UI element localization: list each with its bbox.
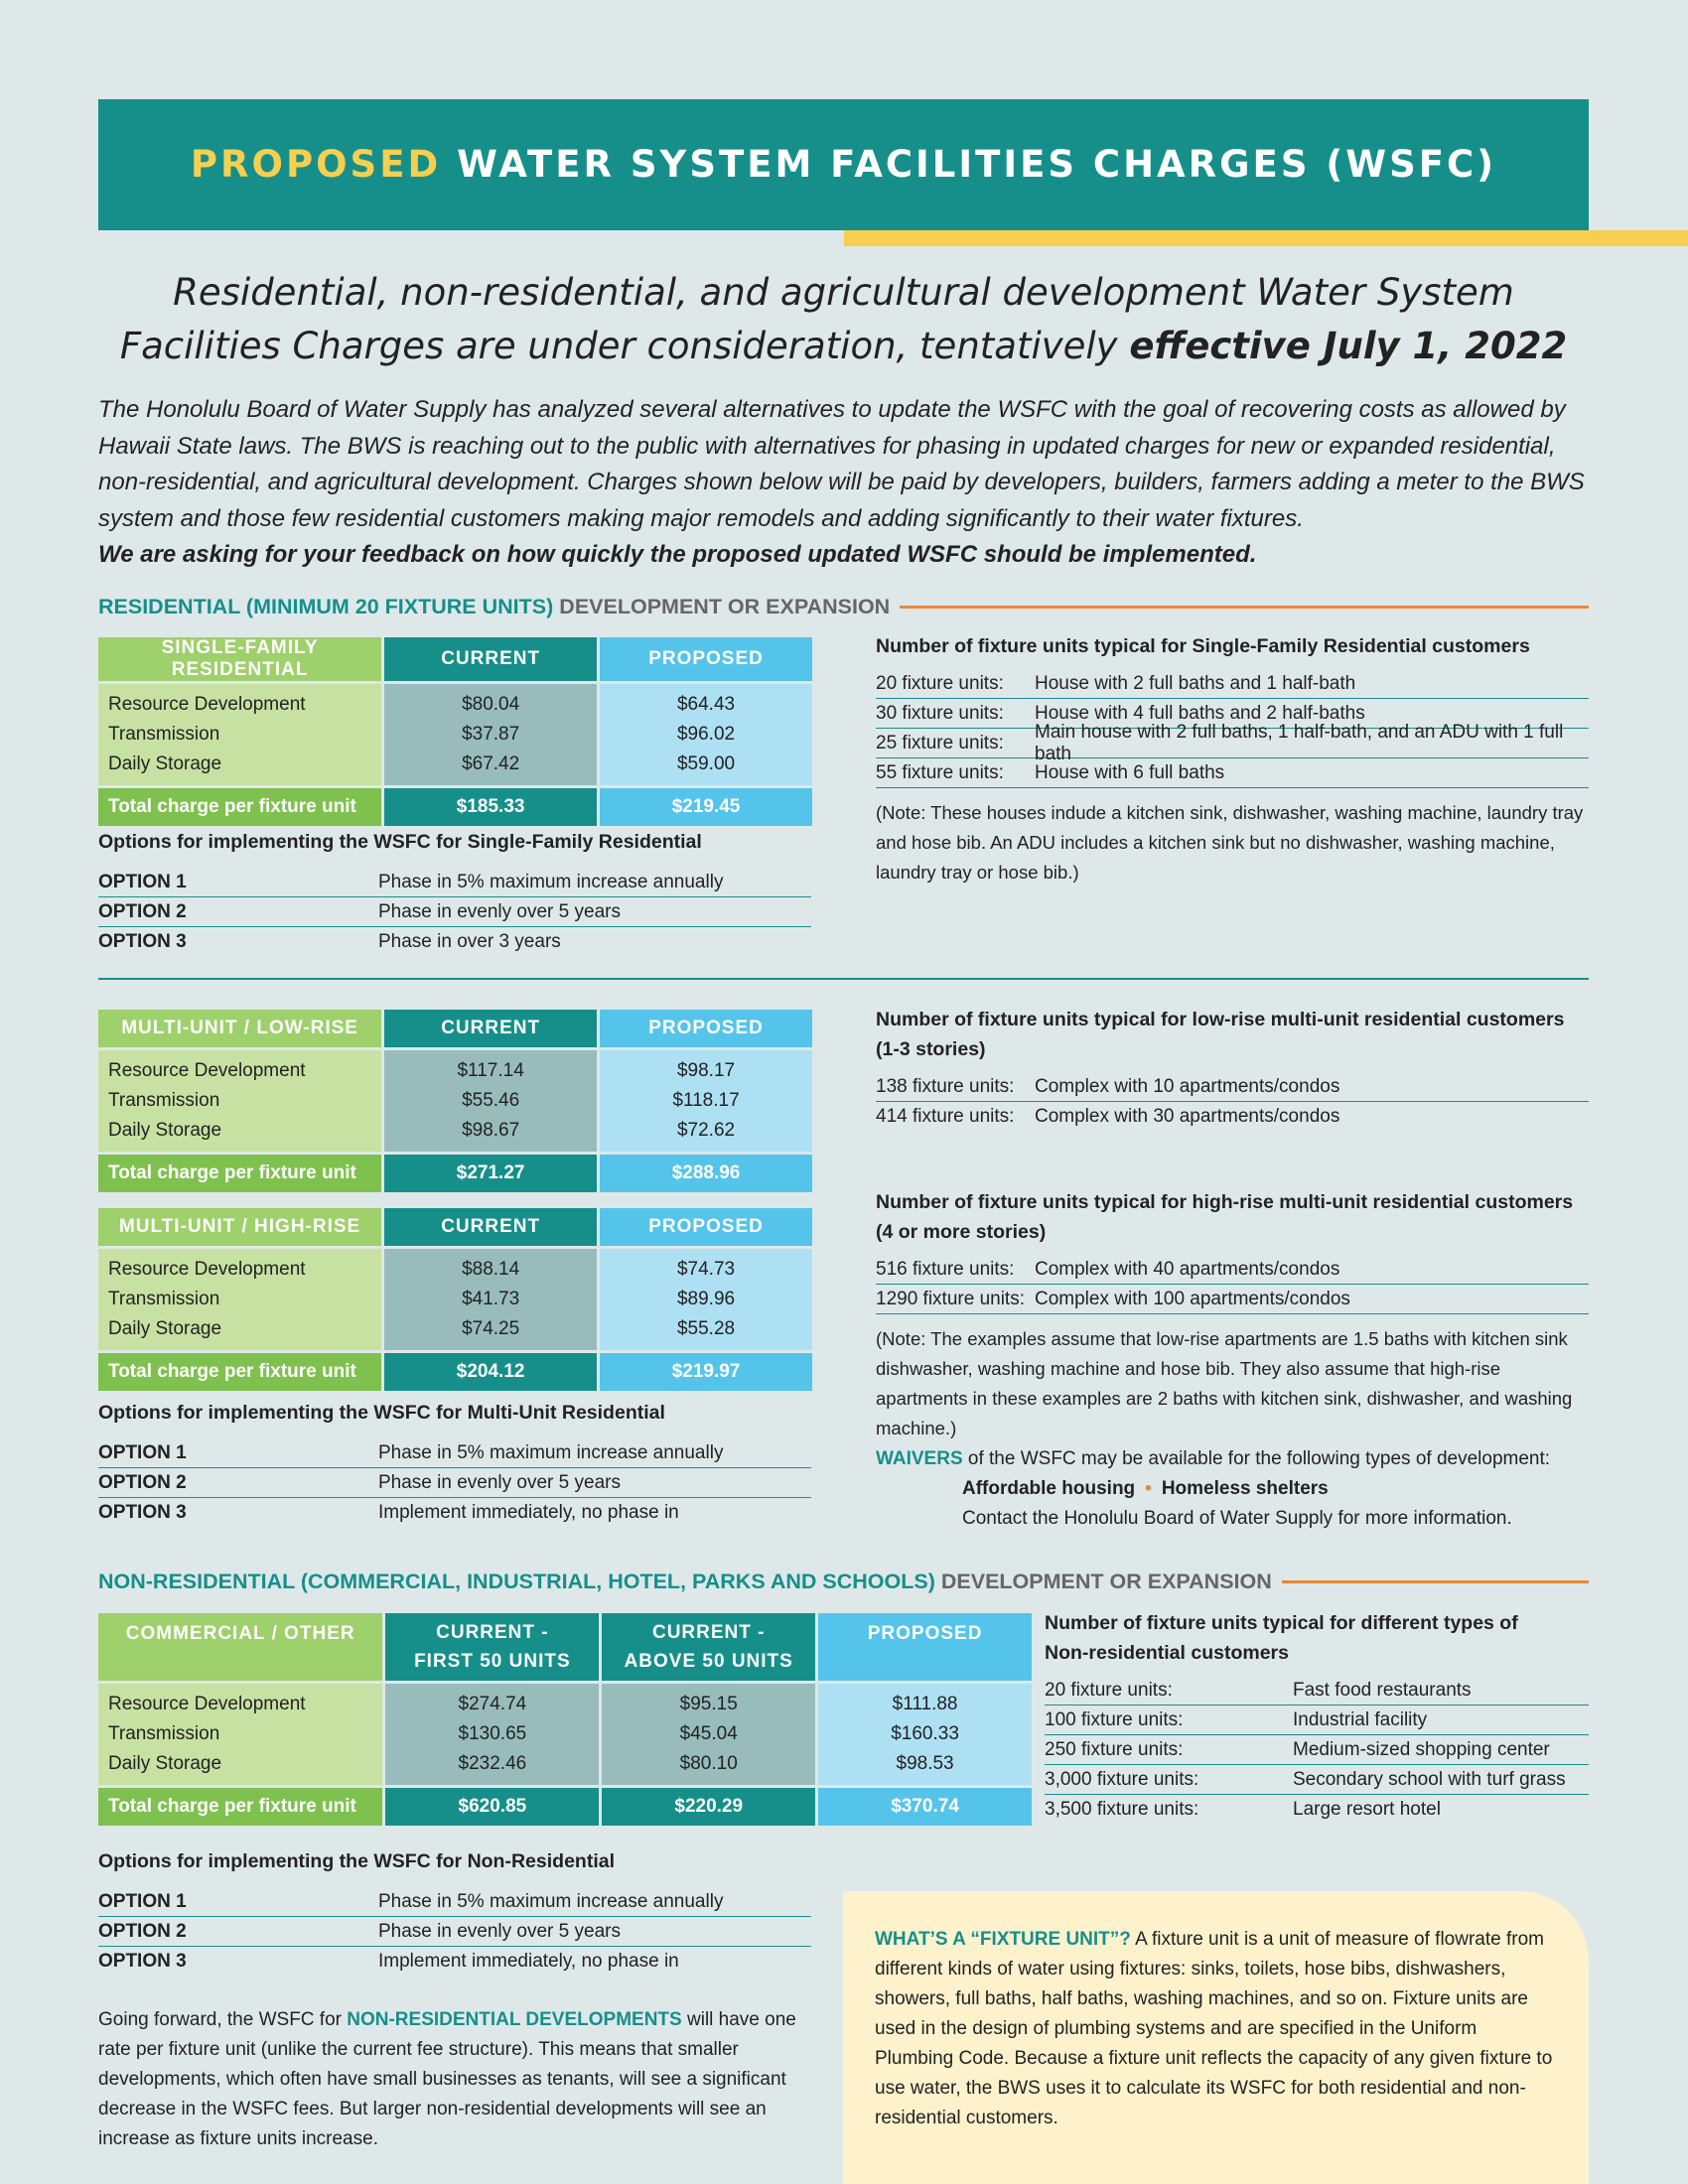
table-body-row [98, 1249, 812, 1350]
fixtures-title: Number of fixture units typical for Single-Family Residential customers [876, 635, 1530, 657]
waiver-item: Affordable housing [962, 1478, 1136, 1499]
fixture-desc: Large resort hotel [1293, 1799, 1441, 1820]
option-key: OPTION 3 [98, 1502, 187, 1523]
nonresidential-header-teal: NON-RESIDENTIAL (COMMERCIAL, INDUSTRIAL, HOTEL, PARKS AND SCHOOLS) [98, 1569, 935, 1593]
current-value: $130.65 [458, 1723, 527, 1744]
nonresidential-fixtures [1045, 1608, 1589, 1825]
nonresidential-options [98, 1850, 811, 1977]
current-values [384, 1249, 597, 1350]
total-current-first: $620.85 [385, 1788, 599, 1826]
title-highlight: PROPOSED [190, 143, 442, 186]
col-category: MULTI-UNIT / LOW-RISE [98, 1010, 381, 1047]
option-value: Phase in evenly over 5 years [378, 900, 621, 922]
row-label: Daily Storage [108, 1120, 222, 1141]
fixture-desc: Main house with 2 full baths, 1 half-bath, and an ADU with 1 full bath [1035, 721, 1564, 764]
option-value: Phase in 5% maximum increase annually [378, 871, 724, 892]
fixture-count: 138 fixture units: [876, 1075, 1015, 1097]
headline [98, 266, 1589, 373]
col-header-line: FIRST 50 UNITS [414, 1651, 571, 1672]
table-header-row [98, 1010, 812, 1047]
fixture-count: 516 fixture units: [876, 1258, 1015, 1280]
fixture-row [1045, 1795, 1589, 1825]
fixtures-title-line: Number of fixture units typical for low-rise multi-unit residential customers [876, 1009, 1565, 1030]
fixture-desc: Complex with 30 apartments/condos [1035, 1106, 1340, 1127]
current-value: $41.73 [462, 1289, 520, 1309]
fixture-desc: Industrial facility [1293, 1708, 1428, 1730]
row-labels [98, 684, 381, 785]
total-current: $271.27 [384, 1155, 597, 1192]
current-value: $88.14 [462, 1259, 520, 1280]
option-row [98, 1947, 811, 1977]
option-value: Phase in evenly over 5 years [378, 1471, 621, 1493]
title-text: WATER SYSTEM FACILITIES CHARGES (WSFC) [441, 143, 1497, 186]
option-row [98, 897, 811, 927]
current-value: $117.14 [457, 1060, 524, 1081]
option-row [98, 927, 811, 957]
options-title: Options for implementing the WSFC for Non-Residential [98, 1850, 615, 1872]
total-label: Total charge per fixture unit [98, 1155, 381, 1192]
table-body-row [98, 684, 812, 785]
total-current-above: $220.29 [602, 1788, 815, 1826]
bullet-dot-icon: • [1145, 1478, 1152, 1499]
fixtures-title-line: (4 or more stories) [876, 1221, 1047, 1243]
total-proposed: $219.45 [600, 788, 812, 826]
table-header-row [98, 1613, 1032, 1681]
option-key: OPTION 3 [98, 931, 187, 952]
row-labels [98, 1050, 381, 1152]
effective-date: effective July 1, 2022 [1129, 325, 1568, 367]
waivers-intro [876, 1444, 1591, 1474]
intro-text: The Honolulu Board of Water Supply has analyzed several alternatives to update the WSFC with the goal of recovering costs as allowed by Hawaii State laws. The BWS is reaching out to the public with alternatives for phasing in updated charges for new or expanded residential, non-residential, and agricultural development. Charges shown below will be paid by developers, builders, farmers adding a meter to the BWS system and those few residential customers making major remodels and adding significantly to their water fixtures. [98, 396, 1585, 532]
fixture-count: 20 fixture units: [1045, 1679, 1173, 1701]
fixtures-title [876, 1005, 1589, 1064]
option-key: OPTION 1 [98, 1441, 187, 1463]
option-value: Phase in 5% maximum increase annually [378, 1890, 724, 1912]
fixtures-title-line: Number of fixture units typical for high-rise multi-unit residential customers [876, 1191, 1574, 1213]
waivers-items [962, 1474, 1591, 1504]
col-proposed: PROPOSED [600, 637, 812, 681]
title-banner [98, 99, 1589, 230]
row-label: Resource Development [108, 694, 306, 715]
fixture-row [876, 669, 1589, 699]
fixture-desc: House with 4 full baths and 2 half-baths [1035, 702, 1365, 724]
fixture-unit-callout [843, 1891, 1589, 2184]
proposed-values [818, 1684, 1032, 1785]
section-divider [98, 978, 1589, 980]
current-value: $98.67 [462, 1120, 520, 1141]
fixture-count: 55 fixture units: [876, 761, 1004, 783]
table-body-row [98, 1684, 1032, 1785]
col-category: SINGLE-FAMILY RESIDENTIAL [98, 637, 381, 681]
fixture-count: 20 fixture units: [876, 672, 1004, 694]
option-value: Phase in evenly over 5 years [378, 1920, 621, 1942]
fixture-desc: Medium-sized shopping center [1293, 1738, 1550, 1760]
high-rise-table [95, 1205, 815, 1394]
option-value: Phase in over 3 years [378, 931, 561, 952]
nonresidential-header-gray: DEVELOPMENT OR EXPANSION [940, 1569, 1272, 1593]
fixture-count: 25 fixture units: [876, 732, 1004, 753]
current-value: $80.04 [462, 694, 520, 715]
proposed-value: $118.17 [672, 1090, 740, 1111]
feedback-request: We are asking for your feedback on how quickly the proposed updated WSFC should be implemented. [98, 541, 1257, 568]
current-value: $232.46 [458, 1753, 527, 1774]
option-value: Implement immediately, no phase in [378, 1502, 679, 1523]
option-key: OPTION 2 [98, 1471, 187, 1493]
row-label: Transmission [108, 1289, 220, 1309]
section-rule [900, 606, 1589, 609]
nonresidential-section-header [98, 1567, 1589, 1596]
option-value: Phase in 5% maximum increase annually [378, 1441, 724, 1463]
proposed-value: $72.62 [676, 1120, 736, 1141]
current-above-values [602, 1684, 815, 1785]
proposed-value: $111.88 [892, 1694, 958, 1714]
row-label: Daily Storage [108, 1318, 222, 1339]
current-value: $74.25 [462, 1318, 520, 1339]
going-forward-text: will have one rate per fixture unit (unlike the current fee structure). This means that smaller developments, which often have small businesses as tenants, will see a significant decrease in the WSFC fees. But larger non-residential developments will see an increase as fixture units increase. [98, 2009, 796, 2149]
waivers-contact: Contact the Honolulu Board of Water Supply for more information. [962, 1508, 1512, 1529]
total-proposed: $288.96 [600, 1155, 812, 1192]
option-value: Implement immediately, no phase in [378, 1951, 679, 1972]
option-key: OPTION 1 [98, 871, 187, 892]
proposed-value: $55.28 [676, 1318, 736, 1339]
proposed-value: $59.00 [676, 753, 736, 774]
fixtures-title-line: Number of fixture units typical for different types of [1045, 1612, 1518, 1634]
options-title: Options for implementing the WSFC for Single-Family Residential [98, 831, 702, 853]
section-rule [1282, 1580, 1589, 1583]
option-row [98, 1887, 811, 1917]
total-label: Total charge per fixture unit [98, 1788, 382, 1826]
single-family-fixtures [876, 631, 1589, 887]
fixtures-title-line: Non-residential customers [1045, 1642, 1289, 1664]
col-header-line: CURRENT - [651, 1622, 766, 1643]
row-label: Transmission [108, 1090, 220, 1111]
fixture-count: 414 fixture units: [876, 1106, 1015, 1127]
nonresidential-table [95, 1610, 1035, 1829]
fixtures-title-line: (1-3 stories) [876, 1038, 986, 1060]
current-value: $37.87 [462, 724, 520, 745]
single-family-table [95, 634, 815, 829]
option-key: OPTION 2 [98, 1920, 187, 1942]
option-row [98, 1468, 811, 1498]
proposed-value: $64.43 [676, 694, 736, 715]
row-label: Daily Storage [108, 753, 222, 774]
page-title [98, 99, 1589, 230]
fixture-row [1045, 1735, 1589, 1765]
proposed-value: $89.96 [676, 1289, 736, 1309]
fixture-count: 250 fixture units: [1045, 1738, 1184, 1760]
headline-line2-text: Facilities Charges are under consideration, tentatively [119, 325, 1130, 367]
current-value: $55.46 [462, 1090, 520, 1111]
fixture-desc: House with 6 full baths [1035, 761, 1225, 783]
proposed-values [600, 1249, 812, 1350]
option-row [98, 1438, 811, 1468]
col-header-line: ABOVE 50 UNITS [624, 1651, 793, 1672]
banner-accent-stripe [844, 230, 1688, 246]
col-current: CURRENT [384, 1010, 597, 1047]
total-proposed: $219.97 [600, 1353, 812, 1391]
row-label: Resource Development [108, 1060, 306, 1081]
current-value: $45.04 [679, 1723, 738, 1744]
residential-header-gray: DEVELOPMENT OR EXPANSION [559, 594, 891, 618]
proposed-values [600, 684, 812, 785]
fixture-row [1045, 1676, 1589, 1706]
intro-paragraph [98, 392, 1589, 574]
fixture-count: 100 fixture units: [1045, 1708, 1184, 1730]
fixture-row [876, 1072, 1589, 1102]
current-values [384, 684, 597, 785]
col-proposed: PROPOSED [818, 1613, 1032, 1681]
low-rise-table [95, 1007, 815, 1195]
total-label: Total charge per fixture unit [98, 788, 381, 826]
total-current: $204.12 [384, 1353, 597, 1391]
total-row [98, 1353, 812, 1391]
fixture-desc: Secondary school with turf grass [1293, 1768, 1566, 1790]
option-row [98, 868, 811, 897]
row-label: Resource Development [108, 1694, 306, 1714]
col-current: CURRENT [384, 1208, 597, 1246]
row-label: Transmission [108, 1723, 220, 1744]
fixtures-title [876, 1187, 1589, 1247]
fixture-count: 30 fixture units: [876, 702, 1004, 724]
fixtures-note: (Note: These houses indude a kitchen sink, dishwasher, washing machine, laundry tray and hose bib. An ADU includes a kitchen sink but no dishwasher, washing machine, laundry tray or hose bib.) [876, 802, 1584, 883]
going-forward-prefix: Going forward, the WSFC for [98, 2009, 348, 2030]
options-title: Options for implementing the WSFC for Multi-Unit Residential [98, 1402, 665, 1424]
residential-header-teal: RESIDENTIAL (MINIMUM 20 FIXTURE UNITS) [98, 594, 554, 618]
proposed-value: $160.33 [891, 1723, 959, 1744]
total-row [98, 1788, 1032, 1826]
going-forward-paragraph [98, 2005, 803, 2154]
fixture-desc: Complex with 10 apartments/condos [1035, 1075, 1340, 1097]
col-current: CURRENT [384, 637, 597, 681]
col-category: MULTI-UNIT / HIGH-RISE [98, 1208, 381, 1246]
fixture-desc: House with 2 full baths and 1 half-bath [1035, 672, 1356, 694]
current-first-values [385, 1684, 599, 1785]
row-label: Resource Development [108, 1259, 306, 1280]
waivers-block [876, 1444, 1591, 1534]
row-label: Daily Storage [108, 1753, 222, 1774]
low-rise-fixtures [876, 1005, 1589, 1132]
fixture-desc: Fast food restaurants [1293, 1679, 1472, 1701]
fixture-count: 3,500 fixture units: [1045, 1799, 1199, 1820]
table-body-row [98, 1050, 812, 1152]
current-value: $67.42 [462, 753, 520, 774]
fixtures-title [1045, 1608, 1589, 1668]
proposed-value: $96.02 [676, 724, 736, 745]
waivers-text: of the WSFC may be available for the following types of development: [962, 1448, 1551, 1469]
headline-line2 [98, 320, 1589, 373]
total-label: Total charge per fixture unit [98, 1353, 381, 1391]
option-key: OPTION 2 [98, 900, 187, 922]
high-rise-fixtures [876, 1187, 1589, 1443]
fixture-desc: Complex with 100 apartments/condos [1035, 1288, 1350, 1309]
proposed-value: $98.53 [896, 1753, 954, 1774]
total-row [98, 788, 812, 826]
option-row [98, 1498, 811, 1528]
col-proposed: PROPOSED [600, 1208, 812, 1246]
multi-unit-options [98, 1402, 811, 1528]
single-family-options [98, 831, 811, 957]
fixture-row [876, 1285, 1589, 1314]
total-current: $185.33 [384, 788, 597, 826]
proposed-value: $74.73 [676, 1259, 736, 1280]
option-row [98, 1917, 811, 1947]
fixture-row [1045, 1706, 1589, 1735]
fixture-unit-text: A fixture unit is a unit of measure of flowrate from different kinds of water using fixtures: sinks, toilets, hose bibs, dishwashers, showers, full baths, half baths, washing machines, and so on. Fixture units are used in the design of plumbing systems and are specified in the Uniform Plumbing Code. Because a fixture unit reflects the capacity of any given fixture to use water, the BWS uses it to calculate its WSFC for both residential and non-residential customers. [875, 1929, 1553, 2128]
row-label: Transmission [108, 724, 220, 745]
total-row [98, 1155, 812, 1192]
going-forward-highlight: NON-RESIDENTIAL DEVELOPMENTS [347, 2009, 682, 2030]
waiver-item: Homeless shelters [1161, 1478, 1329, 1499]
fixture-row [876, 1255, 1589, 1285]
fixture-row [876, 1102, 1589, 1132]
proposed-value: $98.17 [676, 1060, 736, 1081]
col-header-line: CURRENT - [436, 1622, 549, 1643]
headline-line1: Residential, non-residential, and agricultural development Water System [173, 271, 1514, 314]
col-category: COMMERCIAL / OTHER [98, 1613, 382, 1681]
option-key: OPTION 3 [98, 1951, 187, 1972]
fixture-desc: Complex with 40 apartments/condos [1035, 1258, 1340, 1280]
fixture-unit-label: WHAT’S A “FIXTURE UNIT”? [875, 1929, 1131, 1950]
current-value: $80.10 [679, 1753, 738, 1774]
current-value: $95.15 [679, 1694, 738, 1714]
table-header-row [98, 1208, 812, 1246]
col-proposed: PROPOSED [600, 1010, 812, 1047]
option-key: OPTION 1 [98, 1890, 187, 1912]
col-current-above [602, 1613, 815, 1681]
total-proposed: $370.74 [818, 1788, 1032, 1826]
fixture-row [876, 721, 1589, 764]
fixtures-note: (Note: The examples assume that low-rise apartments are 1.5 baths with kitchen sink dishwasher, washing machine and hose bib. They also assume that high-rise apartments in these examples are 2 baths with kitchen sink, dishwasher, and washing machine.) [876, 1328, 1573, 1438]
current-values [384, 1050, 597, 1152]
proposed-values [600, 1050, 812, 1152]
residential-section-header [98, 592, 1589, 621]
current-value: $274.74 [458, 1694, 527, 1714]
table-header-row [98, 637, 812, 681]
fixture-count: 1290 fixture units: [876, 1288, 1025, 1309]
waivers-label: WAIVERS [876, 1448, 963, 1469]
row-labels [98, 1684, 382, 1785]
fixture-row [1045, 1765, 1589, 1795]
row-labels [98, 1249, 381, 1350]
fixture-count: 3,000 fixture units: [1045, 1768, 1199, 1790]
col-current-first [385, 1613, 599, 1681]
